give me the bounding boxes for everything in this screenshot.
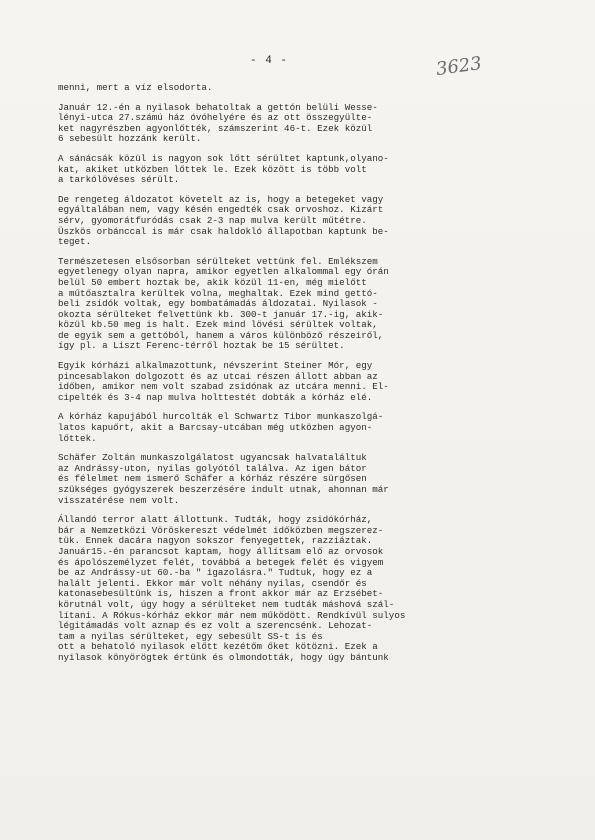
text-line: katonasebesültünk is, hiszen a front akkor már az Erzsébet- <box>58 588 384 600</box>
text-line: kat, akiket utközben lőttek le. Ezek között is több volt <box>58 163 367 175</box>
page-number: - 4 - <box>250 55 289 67</box>
text-line: tam a nyilas sérülteket, egy sebesült SS-t is és <box>58 630 323 642</box>
text-line: Egyik kórházi alkalmazottunk, névszerint Steiner Mór, egy <box>58 360 373 372</box>
text-line: belül 50 embert hoztak be, akik közül 11-en, még mielőtt <box>58 276 367 288</box>
text-line: egyetlenegy olyan napra, amikor egyetlen alkalommal egy órán <box>58 266 389 278</box>
text-line: és félelmet nem ismerő Schäfer a kórház részére sürgősen <box>58 473 367 485</box>
text-line: egyáltalában nem, vagy késén engedték csak orvoshoz. Kizárt <box>58 204 384 216</box>
text-line: nyilasok könyörögtek értünk és olmondották, hogy úgy bántunk <box>58 651 389 663</box>
text-line: az Andrássy-uton, nyilas golyótól találva. Az igen bátor <box>58 462 367 474</box>
paragraph <box>58 257 573 352</box>
text-line: Üszkös orbánccal is már csak haldokló állapotban kaptunk be- <box>58 225 389 237</box>
text-line: De rengeteg áldozatot követelt az is, hogy a betegeket vagy <box>58 193 384 205</box>
text-line: ket nagyrészben agyonlőtték, számszerint 46-t. Ezek közül <box>58 122 373 134</box>
paragraph <box>58 195 573 248</box>
paragraph <box>58 103 573 145</box>
text-line: lőttek. <box>58 432 97 444</box>
text-line: Állandó terror alatt állottunk. Tudták, hogy zsidókórház, <box>58 514 373 526</box>
paragraph <box>58 412 573 444</box>
paragraph <box>58 361 573 403</box>
archive-number-handwritten: 3623 <box>434 52 484 81</box>
text-line: Január15.-én parancsot kaptam, hogy állítsam elő az orvosok <box>58 545 384 557</box>
document-body <box>58 83 573 673</box>
text-line: szükséges gyógyszerek beszerzésére indult utnak, ahonnan már <box>58 484 389 495</box>
text-line: cipelték és 3-4 nap mulva holttestét dobták a kórház elé. <box>58 391 373 403</box>
text-line: okozta sérülteket felvettünk kb. 300-t január 17.-ig, akik- <box>58 308 384 320</box>
text-line: 6 sebesült hozzánk került. <box>58 133 202 145</box>
text-line: A kórház kapujából hurcolták el Schwartz Tibor munkaszolgá- <box>58 411 384 423</box>
text-line: a műtőasztalra kerültek volna, meghaltak. Ezek mind gettó- <box>58 287 378 299</box>
text-line: lényi-utca 27.számú ház óvóhelyére és az ott összegyülte- <box>58 112 373 124</box>
text-line: latos kapuőrt, akit a Barcsay-utcában még utközben agyon- <box>58 422 373 434</box>
text-line: bár a Nemzetközi Vöröskereszt védelmét időközben megszerez- <box>58 524 384 536</box>
text-line: pincesablakon dolgozott és az utcai részen állott abban az <box>58 370 378 382</box>
text-line: a tarkólövéses sérült. <box>58 174 180 186</box>
paragraph <box>58 515 573 663</box>
text-line: de egyik sem a gettóból, hanem a város különböző részeiről, <box>58 329 384 341</box>
text-line: A sánácsák közül is nagyon sok lőtt sérültet kaptunk,olyano- <box>58 152 389 164</box>
text-line: Schäfer Zoltán munkaszolgálatost ugyancsak halvataláltuk <box>58 452 367 464</box>
text-line: légitámadás volt aznap és ez volt a szerencsénk. Lehozat- <box>58 620 373 632</box>
text-line: Január 12.-én a nyilasok behatoltak a gettón belüli Wesse- <box>58 101 378 113</box>
text-line: közül kb.50 meg is halt. Ezek mind lövési sérültek voltak, <box>58 319 378 331</box>
text-line: ott a behatoló nyilasok előtt kezétőm őket kötözni. Ezek a <box>58 641 378 653</box>
paragraph <box>58 453 573 506</box>
text-line: így pl. a Liszt Ferenc-térről hoztak be 15 sérültet. <box>58 340 345 352</box>
text-line: beli zsidók voltak, egy bombatámadás áldozatai. Nyilasok - <box>58 298 378 310</box>
text-line: tük. Ennek dacára nagyon sokszor fenyegettek, razziáztak. <box>58 535 373 547</box>
text-line: lítani. A Rókus-kórház ekkor már nem működött. Rendkívül sulyos <box>58 609 406 621</box>
text-line: időben, amikor nem volt szabad zsidónak az utcára menni. El- <box>58 381 389 393</box>
text-line: sérv, gyomorátfuródás csak 2-3 nap mulva került műtétre. <box>58 214 367 226</box>
text-line: teget. <box>58 236 92 248</box>
text-line: halált jelenti. Ekkor már volt néhány nyilas, csendőr és <box>58 577 367 589</box>
text-line: és ápolószemélyzet felét, továbbá a betegek felét és vigyem <box>58 556 384 568</box>
paragraph <box>58 83 573 94</box>
text-line: körutnál volt, úgy hogy a sérülteket nem tudták máshová szál- <box>58 598 395 610</box>
text-line: Természetesen elsősorban sérülteket vettünk fel. Emlékszem <box>58 255 378 267</box>
text-line: visszatérése nem volt. <box>58 494 180 506</box>
text-line: menni, mert a víz elsodorta. <box>58 82 213 93</box>
text-line: be az Andrássy-ut 60.-ba " igazolásra." Tudtuk, hogy ez a <box>58 567 373 579</box>
paragraph <box>58 154 573 186</box>
